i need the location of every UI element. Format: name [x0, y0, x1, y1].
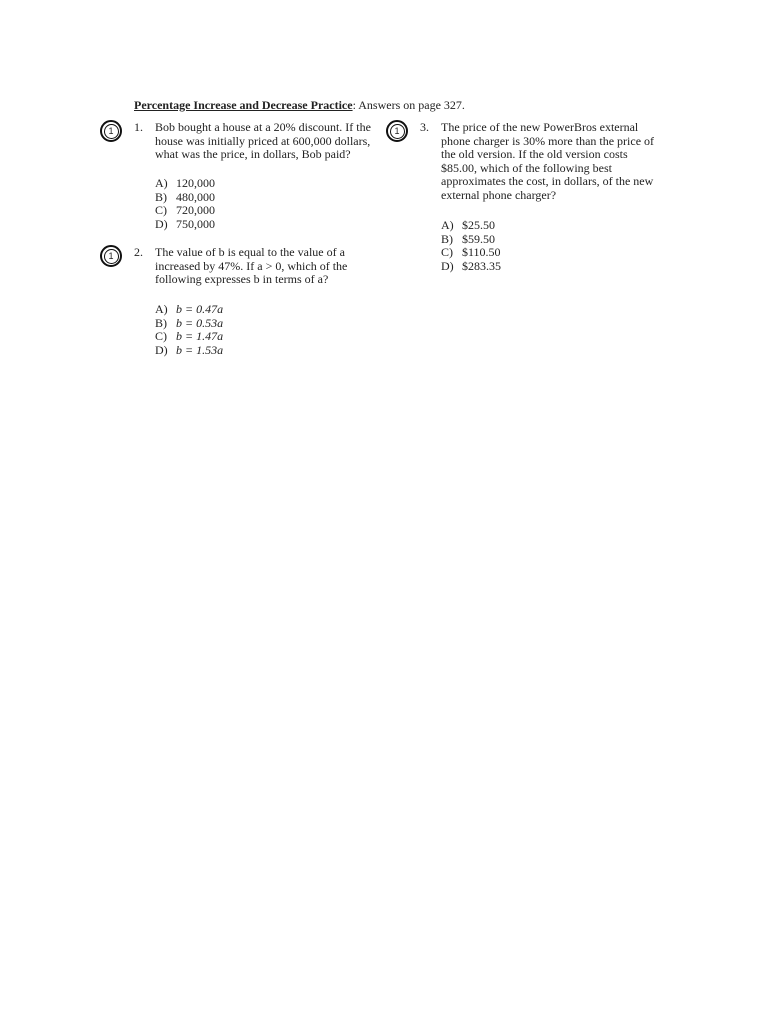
answer-choices — [441, 219, 501, 273]
choice-text: $283.35 — [462, 258, 501, 273]
answer-choice-b[interactable] — [155, 317, 223, 331]
question-text-line: house was initially priced at 600,000 dollars, — [155, 133, 371, 148]
choice-label: D) — [155, 216, 168, 231]
question-text-line: $85.00, which of the following best — [441, 160, 612, 175]
choice-label: C) — [441, 245, 453, 259]
question-text — [155, 246, 350, 287]
choice-label: B) — [441, 231, 453, 246]
question-text-line: external phone charger? — [441, 187, 557, 202]
question-text-line: The value of b is equal to the value of a — [155, 245, 345, 259]
question-text-line: approximates the cost, in dollars, of the new — [441, 174, 654, 188]
difficulty-badge-value: 1 — [104, 124, 119, 139]
choice-text: 120,000 — [176, 176, 215, 190]
answer-choice-d[interactable] — [155, 218, 215, 232]
answer-choice-c[interactable] — [155, 330, 223, 344]
choice-text: b = 1.47a — [176, 329, 224, 343]
choice-text: $25.50 — [462, 218, 495, 232]
question-text-line: The price of the new PowerBros external — [441, 120, 639, 134]
question-number: 2. — [134, 245, 143, 259]
difficulty-badge — [386, 120, 408, 142]
answer-choices — [155, 303, 223, 357]
choice-label: D) — [155, 342, 168, 357]
choice-label: B) — [155, 189, 167, 204]
choice-text: 720,000 — [176, 203, 215, 217]
choice-label: C) — [155, 203, 167, 217]
title-colon: : — [352, 98, 356, 112]
question-text-line: following expresses b in terms of a? — [155, 272, 329, 286]
answer-choice-c[interactable] — [155, 204, 215, 218]
difficulty-badge — [100, 120, 122, 142]
choice-label: C) — [155, 329, 167, 343]
question-text-line: Bob bought a house at a 20% discount. If the — [155, 120, 371, 134]
choice-text: 750,000 — [176, 216, 215, 231]
choice-text: 480,000 — [176, 189, 215, 204]
answer-choice-c[interactable] — [441, 246, 501, 260]
question-text — [155, 120, 371, 162]
answer-choice-d[interactable] — [441, 260, 501, 274]
question-number: 3. — [420, 120, 429, 134]
difficulty-badge — [100, 245, 122, 267]
worksheet-title: Percentage Increase and Decrease Practice — [134, 98, 353, 112]
question-text-line: the old version. If the old version costs — [441, 147, 628, 161]
answers-reference: Answers on page 327. — [358, 98, 465, 112]
choice-label: D) — [441, 258, 454, 273]
question-text-line: what was the price, in dollars, Bob paid? — [155, 147, 351, 161]
answer-choice-a[interactable] — [155, 177, 215, 191]
question-number: 1. — [134, 120, 143, 134]
question-text — [441, 121, 656, 202]
choice-text: $110.50 — [462, 245, 501, 259]
question-text-line: phone charger is 30% more than the price of — [441, 133, 655, 148]
choice-text: b = 0.53a — [176, 315, 224, 330]
choice-label: B) — [155, 315, 167, 330]
answer-choice-b[interactable] — [441, 233, 501, 247]
difficulty-badge-value: 1 — [390, 124, 405, 139]
answer-choices — [155, 177, 215, 231]
answer-choice-a[interactable] — [155, 303, 223, 317]
choice-label: A) — [155, 176, 168, 190]
difficulty-badge-value: 1 — [104, 249, 119, 264]
choice-label: A) — [155, 302, 168, 316]
choice-text: b = 0.47a — [176, 302, 224, 316]
choice-label: A) — [441, 218, 454, 232]
choice-text: b = 1.53a — [176, 342, 224, 357]
worksheet-header — [134, 98, 465, 113]
answer-choice-a[interactable] — [441, 219, 501, 233]
question-text-line: increased by 47%. If a > 0, which of the — [155, 258, 348, 273]
answer-choice-d[interactable] — [155, 344, 223, 358]
choice-text: $59.50 — [462, 231, 495, 246]
answer-choice-b[interactable] — [155, 191, 215, 205]
